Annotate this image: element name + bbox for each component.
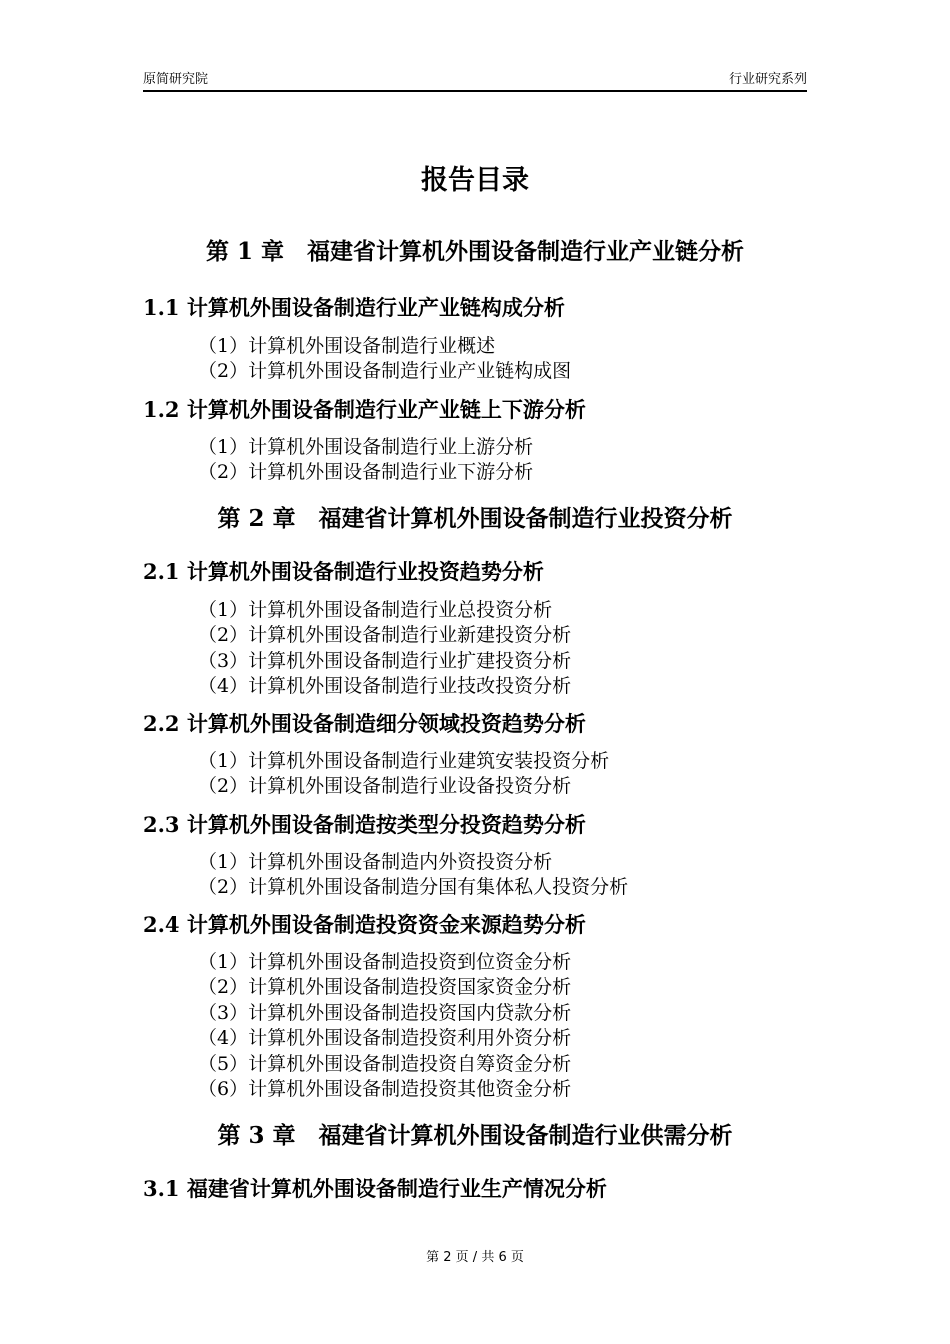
toc-item[interactable]: （5）计算机外围设备制造投资自筹资金分析 bbox=[198, 1053, 572, 1075]
toc-chapter-2[interactable]: 第 2 章 福建省计算机外围设备制造行业投资分析 bbox=[217, 505, 733, 532]
toc-chapter-1[interactable]: 第 1 章 福建省计算机外围设备制造行业产业链分析 bbox=[205, 238, 745, 265]
toc-section-1-1[interactable]: 1.1 计算机外围设备制造行业产业链构成分析 bbox=[143, 295, 565, 320]
toc-section-2-3[interactable]: 2.3 计算机外围设备制造按类型分投资趋势分析 bbox=[143, 812, 586, 837]
toc-section-2-1[interactable]: 2.1 计算机外围设备制造行业投资趋势分析 bbox=[143, 559, 544, 584]
toc-item[interactable]: （2）计算机外围设备制造行业下游分析 bbox=[198, 461, 534, 483]
page-header bbox=[143, 68, 807, 92]
toc-item[interactable]: （2）计算机外围设备制造分国有集体私人投资分析 bbox=[198, 876, 629, 898]
toc-item[interactable]: （1）计算机外围设备制造行业概述 bbox=[198, 335, 496, 357]
toc-item[interactable]: （4）计算机外围设备制造投资利用外资分析 bbox=[198, 1027, 572, 1049]
toc-section-1-2[interactable]: 1.2 计算机外围设备制造行业产业链上下游分析 bbox=[143, 397, 586, 422]
toc-item[interactable]: （1）计算机外围设备制造行业总投资分析 bbox=[198, 599, 553, 621]
header-org-name: 原简研究院 bbox=[143, 72, 209, 87]
page-indicator: 第 2 页 / 共 6 页 bbox=[426, 1250, 524, 1265]
toc-item[interactable]: （3）计算机外围设备制造投资国内贷款分析 bbox=[198, 1002, 572, 1024]
toc-item[interactable]: （2）计算机外围设备制造行业设备投资分析 bbox=[198, 775, 572, 797]
toc-item[interactable]: （1）计算机外围设备制造行业上游分析 bbox=[198, 436, 534, 458]
toc-item[interactable]: （4）计算机外围设备制造行业技改投资分析 bbox=[198, 675, 572, 697]
toc-item[interactable]: （2）计算机外围设备制造行业产业链构成图 bbox=[198, 360, 572, 382]
toc-item[interactable]: （3）计算机外围设备制造行业扩建投资分析 bbox=[198, 650, 572, 672]
toc-item[interactable]: （6）计算机外围设备制造投资其他资金分析 bbox=[198, 1078, 572, 1100]
header-series-name: 行业研究系列 bbox=[728, 72, 807, 87]
toc-item[interactable]: （1）计算机外围设备制造行业建筑安装投资分析 bbox=[198, 750, 610, 772]
toc-item[interactable]: （2）计算机外围设备制造投资国家资金分析 bbox=[198, 976, 572, 998]
toc-section-2-2[interactable]: 2.2 计算机外围设备制造细分领域投资趋势分析 bbox=[143, 711, 586, 736]
toc-item[interactable]: （1）计算机外围设备制造内外资投资分析 bbox=[198, 851, 553, 873]
toc-section-2-4[interactable]: 2.4 计算机外围设备制造投资资金来源趋势分析 bbox=[143, 912, 586, 937]
toc-chapter-3[interactable]: 第 3 章 福建省计算机外围设备制造行业供需分析 bbox=[217, 1122, 733, 1149]
toc-section-3-1[interactable]: 3.1 福建省计算机外围设备制造行业生产情况分析 bbox=[143, 1176, 607, 1201]
toc-item[interactable]: （1）计算机外围设备制造投资到位资金分析 bbox=[198, 951, 572, 973]
toc-item[interactable]: （2）计算机外围设备制造行业新建投资分析 bbox=[198, 624, 572, 646]
toc-title: 报告目录 bbox=[421, 165, 529, 196]
